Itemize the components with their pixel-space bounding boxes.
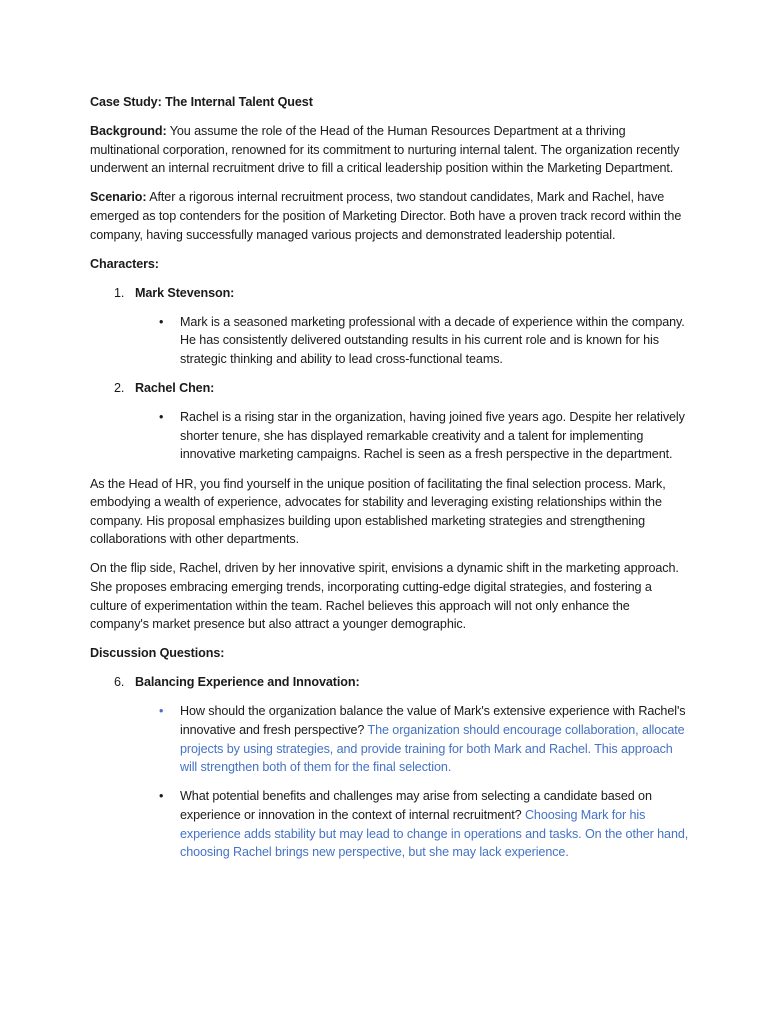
body-paragraph: As the Head of HR, you find yourself in the unique position of facilitating the final selection process. Mark, embodying a wealth of experience, advocates for stability and leveraging existing relationships within the company. His proposal emphasizes building upon established marketing strategies and strengthening collaborations with other departments. — [90, 476, 666, 547]
scenario-paragraph — [90, 188, 690, 244]
document-body — [90, 93, 690, 872]
background-paragraph — [90, 122, 690, 178]
character-name: Rachel Chen: — [135, 381, 215, 396]
character-item-mark — [90, 284, 690, 303]
document-title: Case Study: The Internal Talent Quest — [90, 95, 313, 109]
discussion-question — [90, 702, 690, 776]
scenario-label: Scenario: — [90, 190, 147, 205]
character-item-rachel — [90, 379, 690, 398]
discussion-question — [90, 787, 690, 861]
body-paragraph: On the flip side, Rachel, driven by her innovative spirit, envisions a dynamic shift in the marketing approach. She proposes embracing emerging trends, incorporating cutting-edge digital strategies, and fostering a culture of experimentation within the team. Rachel believes this approach will not only enhance the company's market presence but also attract a younger demographic. — [90, 561, 679, 632]
background-text: You assume the role of the Head of the Human Resources Department at a thriving multinational corporation, renowned for its commitment to nurturing internal talent. The organization recently underwent an internal recruitment drive to fill a critical leadership position within the Marketing Department. — [90, 124, 680, 176]
characters-heading: Characters: — [90, 256, 159, 271]
background-label: Background: — [90, 124, 167, 139]
answer-text: The organization should encourage collaboration, allocate projects by using strategies, and provide training for both Mark and Rachel. This approach will strengthen both of them for the final selection. — [180, 723, 685, 775]
character-description: • Mark is a seasoned marketing professional with a decade of experience within the company. He has consistently delivered outstanding results in his current role and is known for his strategic thinking and ability to lead cross-functional teams. — [159, 314, 685, 367]
discussion-heading: Discussion Questions: — [90, 646, 225, 661]
character-description: • Rachel is a rising star in the organization, having joined five years ago. Despite her relatively shorter tenure, she has displayed remarkable creativity and a talent for implementing innovative marketing campaigns. Rachel is seen as a fresh perspective in the department. — [159, 410, 685, 462]
character-name: Mark Stevenson: — [135, 285, 235, 300]
answer-text: Choosing Mark for his experience adds stability but may lead to change in operations and tasks. On the other hand, choosing Rachel brings new perspective, but she may lack experience. — [180, 807, 689, 860]
scenario-text: After a rigorous internal recruitment process, two standout candidates, Mark and Rachel, have emerged as top contenders for the position of Marketing Director. Both have a proven track record within the company, having successfully managed various projects and demonstrated leadership potential. — [90, 190, 682, 242]
bullet-icon: • — [159, 704, 164, 719]
question-text: How should the organization balance the value of Mark's extensive experience with Rachel's innovative and fresh perspective? — [180, 704, 686, 738]
bullet-icon: • — [159, 789, 164, 804]
discussion-item — [90, 673, 690, 692]
list-number: 6. — [114, 675, 125, 690]
bullet-icon: • — [159, 314, 164, 329]
list-number: 2. — [114, 381, 125, 396]
question-text: What potential benefits and challenges may arise from selecting a candidate based on experience or innovation in the context of internal recruitment? — [180, 789, 652, 822]
discussion-item-heading: Balancing Experience and Innovation: — [135, 675, 360, 690]
list-number: 1. — [114, 285, 125, 300]
bullet-icon: • — [159, 410, 164, 425]
